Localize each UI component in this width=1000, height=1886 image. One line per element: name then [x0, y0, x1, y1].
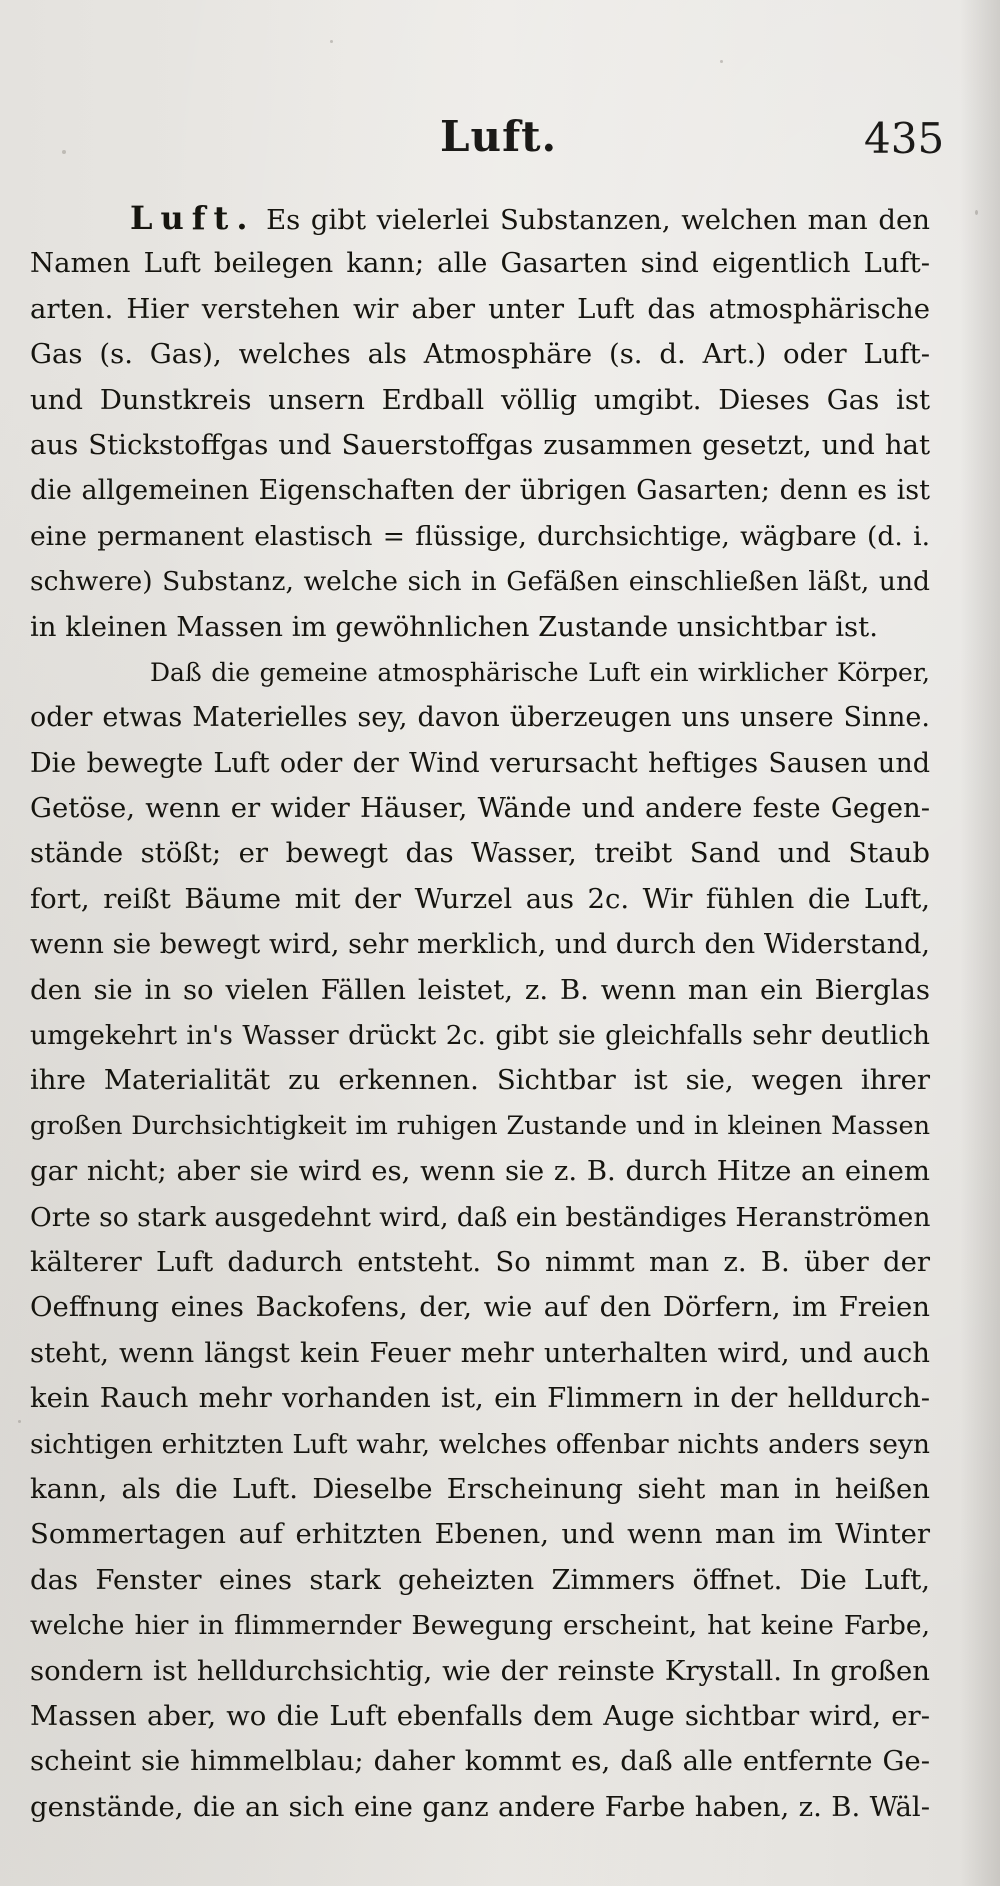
- text-line-19: umgekehrt in's Wasser drückt 2c. gibt sie gleichfalls sehr deutlich: [30, 1020, 930, 1052]
- text-line-35: scheint sie himmelblau; daher kommt es, daß alle entfernte Ge-: [30, 1745, 930, 1778]
- paper-speck: [720, 60, 723, 63]
- text-line-9: schwere) Substanz, welche sich in Gefäßen einschließen läßt, und: [30, 566, 930, 598]
- text-line-28: sichtigen erhitzten Luft wahr, welches offenbar nichts anders seyn: [30, 1428, 930, 1460]
- text-line-36: genstände, die an sich eine ganz andere Farbe haben, z. B. Wäl-: [30, 1790, 930, 1823]
- text-line-33: sondern ist helldurchsichtig, wie der reinste Krystall. In großen: [30, 1654, 930, 1687]
- text-line-2: Namen Luft beilegen kann; alle Gasarten sind eigentlich Luft-: [30, 247, 930, 280]
- text-line-15: stände stößt; er bewegt das Wasser, treibt Sand und Staub: [30, 837, 930, 870]
- text-line-10: in kleinen Massen im gewöhnlichen Zustande unsichtbar ist.: [30, 610, 878, 643]
- running-head: [0, 112, 1000, 162]
- text-line-22: gar nicht; aber sie wird es, wenn sie z. B. durch Hitze an einem: [30, 1155, 930, 1188]
- text-line-23: Orte so stark ausgedehnt wird, daß ein beständiges Heranströmen: [30, 1201, 931, 1233]
- text-line-32: welche hier in flimmernder Bewegung erscheint, hat keine Farbe,: [30, 1610, 930, 1642]
- text-line-8: eine permanent elastisch = flüssige, durchsichtige, wägbare (d. i.: [30, 520, 930, 552]
- paper-speck: [975, 210, 978, 215]
- text-line-16: fort, reißt Bäume mit der Wurzel aus 2c. Wir fühlen die Luft,: [30, 882, 930, 915]
- text-line-21: großen Durchsichtigkeit im ruhigen Zustande und in kleinen Massen: [30, 1110, 930, 1141]
- text-line-12: oder etwas Materielles sey, davon überzeugen uns unsere Sinne.: [30, 702, 930, 734]
- text-line-17: wenn sie bewegt wird, sehr merklich, und durch den Widerstand,: [30, 929, 930, 961]
- text-line-14: Getöse, wenn er wider Häuser, Wände und andere feste Gegen-: [30, 792, 930, 825]
- text-line-11: Daß die gemeine atmosphärische Luft ein wirklicher Körper,: [150, 657, 930, 687]
- text-line-30: Sommertagen auf erhitzten Ebenen, und wenn man im Winter: [30, 1518, 930, 1551]
- text-line-1-content: Es gibt vielerlei Substanzen, welchen man den: [266, 204, 931, 236]
- text-line-6: aus Stickstoffgas und Sauerstoffgas zusammen gesetzt, und hat: [30, 428, 930, 461]
- body-text: [30, 196, 930, 1830]
- text-line-3: arten. Hier verstehen wir aber unter Luft das atmosphärische: [30, 292, 930, 325]
- paper-speck: [18, 1420, 21, 1423]
- page-number: 435: [864, 114, 945, 163]
- text-line-24: kälterer Luft dadurch entsteht. So nimmt man z. B. über der: [30, 1245, 930, 1278]
- paper-speck: [62, 150, 66, 154]
- text-line-29: kann, als die Luft. Dieselbe Erscheinung sieht man in heißen: [30, 1472, 930, 1505]
- text-line-26: steht, wenn längst kein Feuer mehr unterhalten wird, und auch: [30, 1336, 930, 1369]
- text-line-34: Massen aber, wo die Luft ebenfalls dem Auge sichtbar wird, er-: [30, 1699, 930, 1732]
- text-line-27: kein Rauch mehr vorhanden ist, ein Flimmern in der helldurch-: [30, 1382, 930, 1415]
- text-line-18: den sie in so vielen Fällen leistet, z. B. wenn man ein Bierglas: [30, 973, 930, 1006]
- text-line-4: Gas (s. Gas), welches als Atmosphäre (s. d. Art.) oder Luft-: [30, 338, 930, 371]
- text-line-25: Oeffnung eines Backofens, der, wie auf den Dörfern, im Freien: [30, 1291, 930, 1324]
- text-line-7: die allgemeinen Eigenschaften der übrigen Gasarten; denn es ist: [30, 475, 930, 507]
- entry-lemma: Luft.: [130, 199, 256, 237]
- paper-speck: [330, 40, 333, 43]
- text-line-13: Die bewegte Luft oder der Wind verursacht heftiges Sausen und: [30, 747, 930, 779]
- running-title: Luft.: [440, 112, 558, 161]
- text-line-31: das Fenster eines stark geheizten Zimmers öffnet. Die Luft,: [30, 1563, 930, 1596]
- text-line-20: ihre Materialität zu erkennen. Sichtbar ist sie, wegen ihrer: [30, 1064, 930, 1097]
- text-line-1: [30, 196, 930, 241]
- text-line-5: und Dunstkreis unsern Erdball völlig umgibt. Dieses Gas ist: [30, 383, 930, 416]
